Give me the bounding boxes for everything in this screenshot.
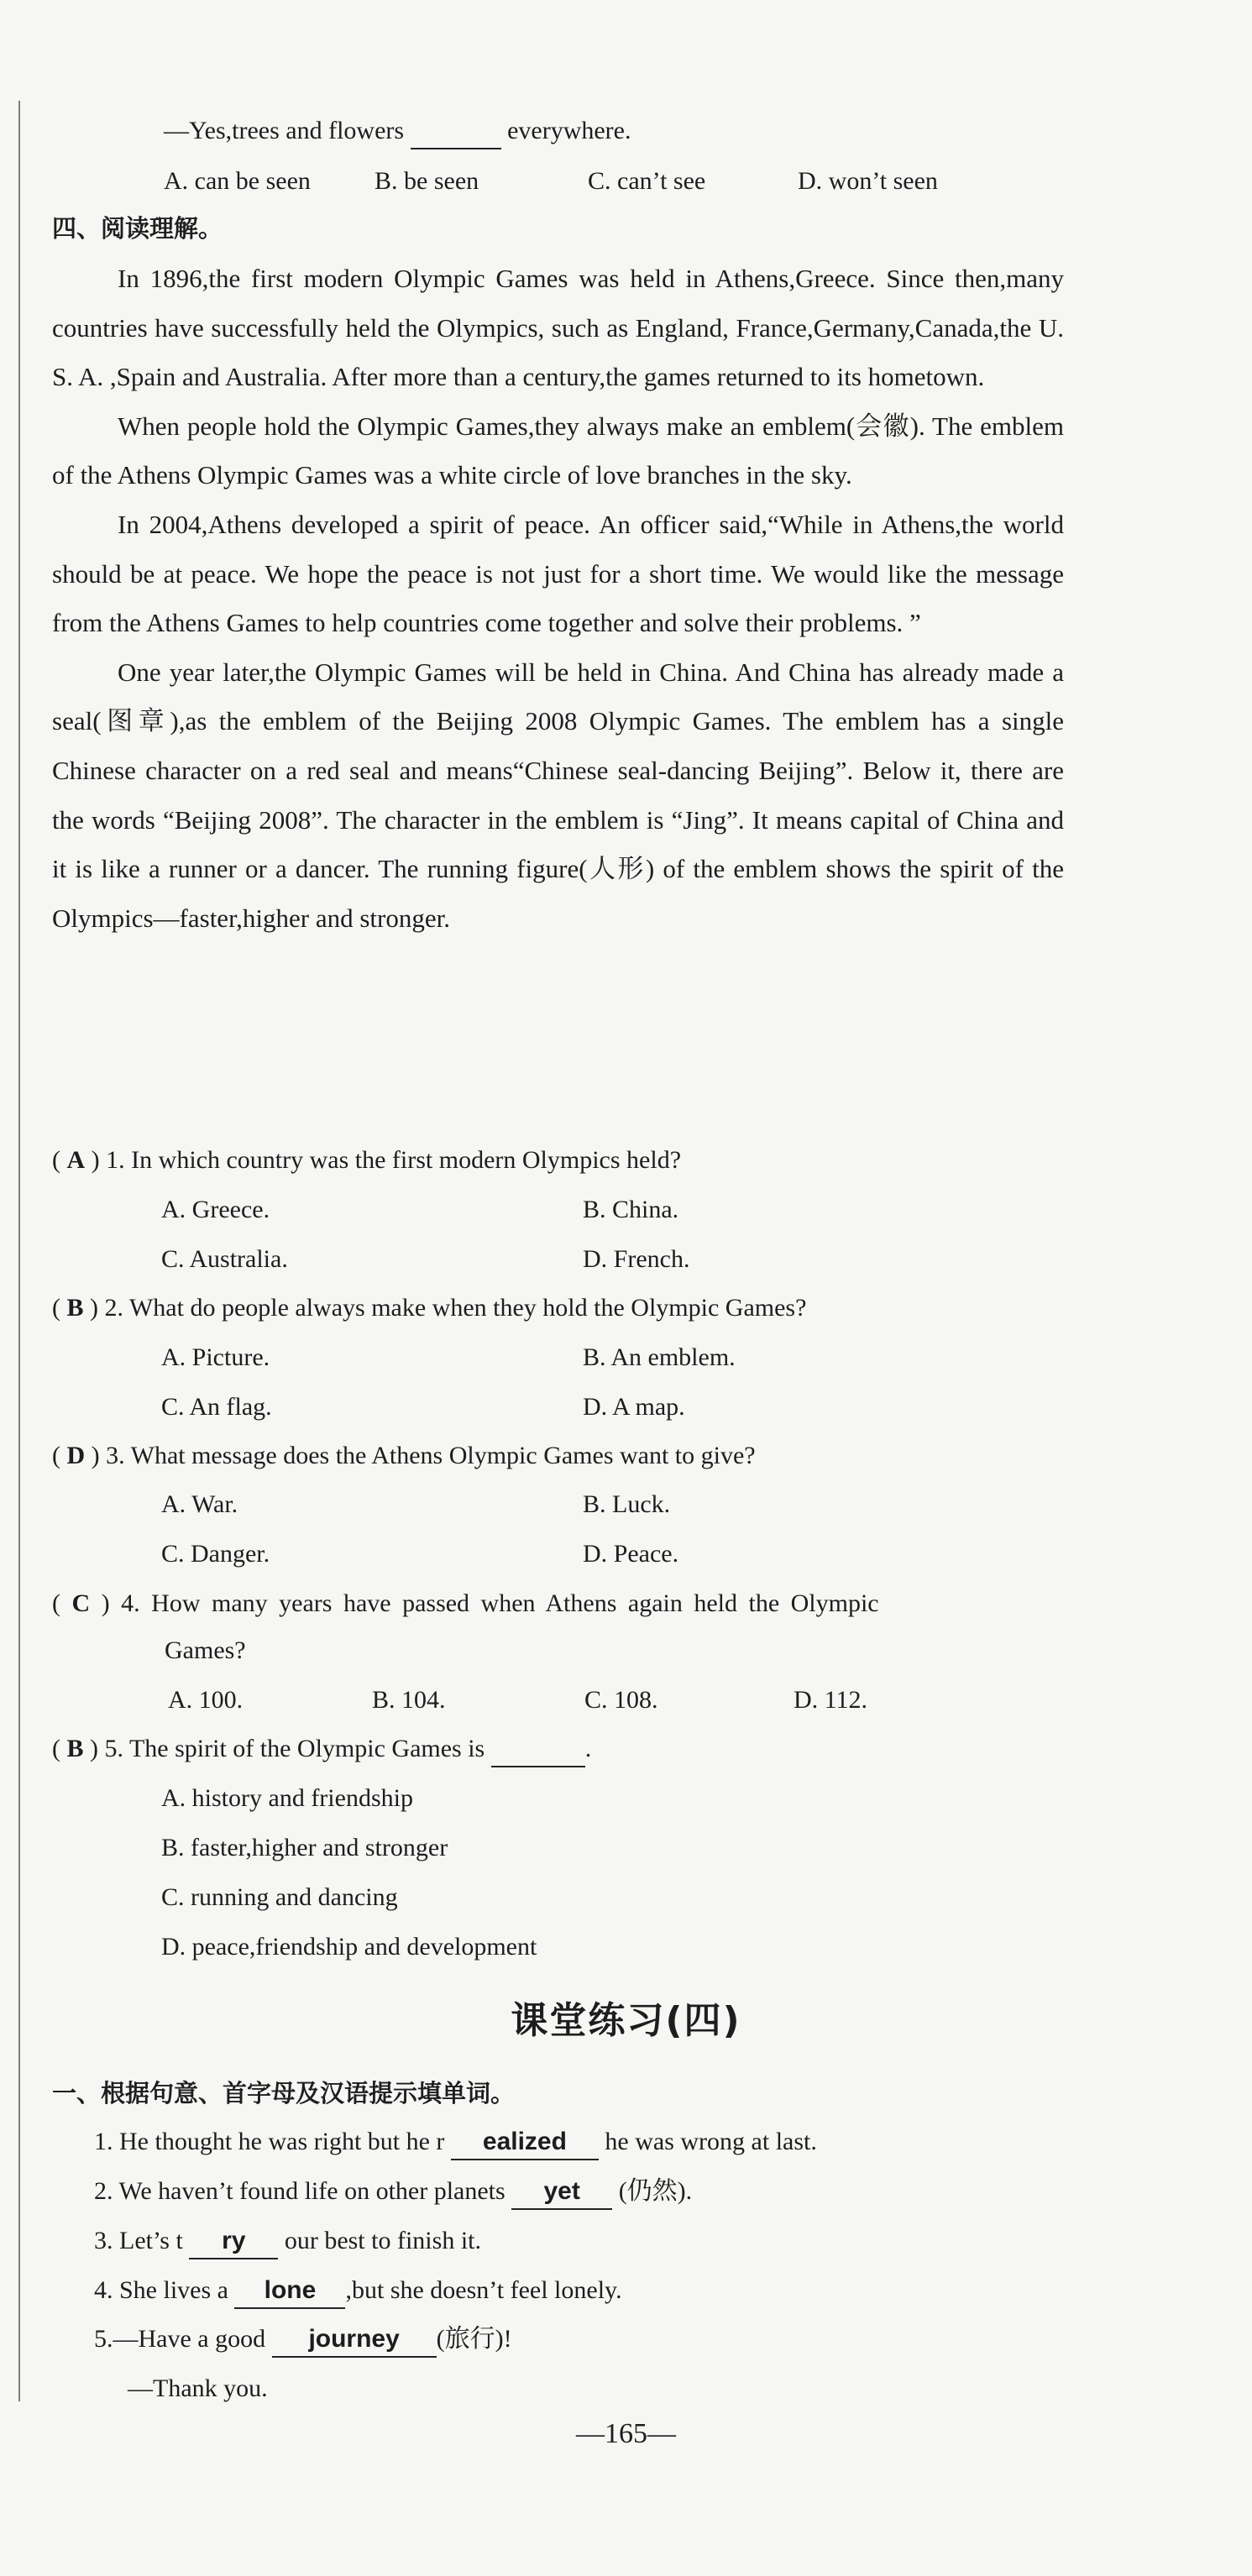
passage-paragraph: One year later,the Olympic Games will be held in China. And China has already made a seal(图章),as the emblem of the Beijing 2008 Olympic Games. The emblem has a single Chinese character on a red seal and means“Chinese seal-dancing Beijing”. Below it, there are the words “Beijing 2008”. The character in the emblem is “Jing”. It means capital of China and it is like a runner or a dancer. The running figure(人形) of the emblem shows the spirit of the Olympics—faster,higher and stronger.	[52, 657, 1064, 933]
reading-passage	[52, 254, 1064, 943]
q3-option-d: D. Peace.	[583, 1540, 679, 1568]
fill-item-3: 3. Let’s t ry our best to finish it.	[94, 2224, 481, 2259]
answer-blank	[411, 114, 501, 149]
q1-option-d: D. French.	[583, 1245, 690, 1273]
fill-item-1: 1. He thought he was right but he r ealized he was wrong at last.	[94, 2125, 817, 2160]
question-2-answer: B	[66, 1294, 84, 1322]
q3-option-c: C. Danger.	[161, 1540, 270, 1568]
fill-item-2: 2. We haven’t found life on other planets yet (仍然).	[94, 2175, 692, 2210]
page-number: —165—	[576, 2418, 676, 2449]
question-3-answer: D	[66, 1442, 86, 1469]
passage-paragraph: In 2004,Athens developed a spirit of peace. An officer said,“While in Athens,the world should be at peace. We hope the peace is not just for a short time. We would like the message from the Athens Games to help countries come together and solve their problems. ”	[52, 509, 1064, 638]
q5-option-c: C. running and dancing	[161, 1883, 398, 1911]
q5-option-a: A. history and friendship	[161, 1784, 413, 1812]
exercise-title: 课堂练习(四)	[511, 1999, 741, 2042]
q1-option-b: B. China.	[583, 1196, 679, 1223]
q3-option-a: A. War.	[161, 1490, 238, 1518]
question-4: ( C ) 4. How many years have passed when Athens again held the Olympic	[52, 1589, 879, 1617]
q2-option-d: D. A map.	[583, 1393, 685, 1421]
q2-option-a: A. Picture.	[161, 1343, 270, 1371]
q2-option-c: C. An flag.	[161, 1393, 272, 1421]
passage-paragraph: In 1896,the first modern Olympic Games was held in Athens,Greece. Since then,many countries have successfully held the Olympics, such as England, France,Germany,Canada,the U. S. A. ,Spain and Australia. After more than a century,the games returned to its hometown.	[52, 264, 1064, 392]
q4-option-b: B. 104.	[372, 1686, 446, 1714]
fill-answer-4: lone	[234, 2274, 345, 2309]
fill-answer-3: ry	[189, 2224, 278, 2259]
section4-heading: 四、阅读理解。	[52, 214, 223, 243]
q4-option-c: C. 108.	[584, 1686, 658, 1714]
fill-item-5-reply: —Thank you.	[128, 2374, 268, 2402]
fill-answer-5: journey	[272, 2322, 437, 2358]
q5-option-d: D. peace,friendship and development	[161, 1933, 537, 1961]
exercise-section1-heading: 一、根据句意、首字母及汉语提示填单词。	[52, 2079, 516, 2107]
q5-option-b: B. faster,higher and stronger	[161, 1834, 448, 1861]
q4-option-a: A. 100.	[168, 1686, 244, 1714]
q1-option-a: A. Greece.	[161, 1196, 270, 1223]
question-4-continued: Games?	[165, 1636, 246, 1664]
q4-option-d: D. 112.	[794, 1686, 868, 1714]
answer-blank	[491, 1732, 585, 1767]
q1-option-c: C. Australia.	[161, 1245, 288, 1273]
question-2: ( B ) 2. What do people always make when they hold the Olympic Games?	[52, 1294, 807, 1322]
question-5: ( B ) 5. The spirit of the Olympic Games is .	[52, 1732, 591, 1767]
fill-answer-2: yet	[511, 2175, 612, 2210]
top-option-a: A. can be seen	[164, 167, 311, 195]
fill-item-5: 5.—Have a good journey (旅行)!	[94, 2322, 512, 2358]
question-4-answer: C	[71, 1589, 91, 1617]
fill-item-4: 4. She lives a lone ,but she doesn’t feel lonely.	[94, 2274, 622, 2309]
top-question-stem: —Yes,trees and flowers everywhere.	[164, 114, 631, 149]
q2-option-b: B. An emblem.	[583, 1343, 736, 1371]
top-option-c: C. can’t see	[588, 167, 706, 195]
question-5-answer: B	[66, 1735, 84, 1762]
fill-answer-1: ealized	[451, 2125, 599, 2160]
question-3: ( D ) 3. What message does the Athens Olympic Games want to give?	[52, 1442, 756, 1469]
q3-option-b: B. Luck.	[583, 1490, 671, 1518]
question-1-answer: A	[66, 1146, 86, 1174]
top-option-b: B. be seen	[375, 167, 479, 195]
top-option-d: D. won’t seen	[798, 167, 938, 195]
question-1: ( A ) 1. In which country was the first modern Olympics held?	[52, 1146, 682, 1174]
binding-margin-line	[18, 101, 20, 2401]
passage-paragraph: When people hold the Olympic Games,they always make an emblem(会徽). The emblem of the Athens Olympic Games was a white circle of love branches in the sky.	[52, 411, 1064, 490]
